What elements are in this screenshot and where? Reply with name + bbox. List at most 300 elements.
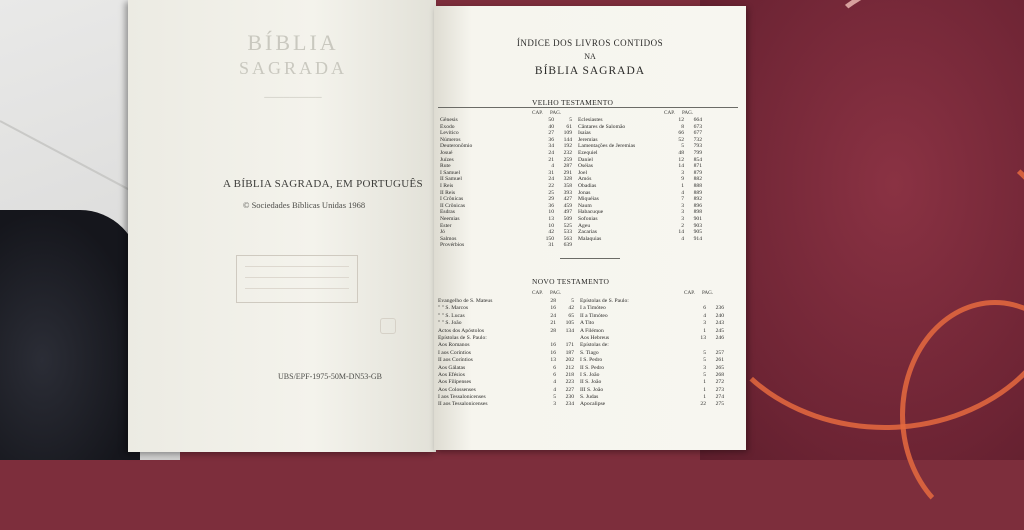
page-number: 898 [693,209,702,216]
page-number: 854 [693,156,702,163]
chapter-count: 1 [703,386,706,393]
book-name: II S. João [580,379,602,386]
book-entry [580,401,724,408]
book-entry [578,209,702,216]
book-name: I aos Coríntios [438,349,471,356]
book-name: " " S. João [438,320,462,327]
chapter-count: 2 [681,222,684,229]
chapter-count: 5 [703,357,706,364]
page-number: 240 [715,312,724,319]
chapter-count: 4 [551,163,554,170]
chapter-count: 10 [548,209,554,216]
page-number [706,298,724,305]
page-number: 905 [693,229,702,236]
chapter-count: 1 [681,182,684,189]
copyright-line: © Sociedades Bíblicas Unidas 1968 [243,200,366,210]
book-entry [438,372,574,379]
index-heading: ÍNDICE DOS LIVROS CONTIDOS [516,38,664,48]
page-number: 109 [563,130,572,137]
book-name: Isaías [578,130,591,137]
chapter-count: 9 [681,176,684,183]
print-code: UBS/EPF-1975-50M-DN53-GB [278,372,383,381]
book-entry [578,190,702,197]
book-entry [440,170,572,177]
page-number: 901 [693,215,702,222]
book-entry [580,313,724,320]
page-number: 525 [563,222,572,229]
book-name: Rute [440,163,451,170]
chapter-count [542,335,556,342]
book-entry [580,328,724,335]
index-heading-title: BÍBLIA SAGRADA [534,65,646,77]
book-name: I Samuel [440,169,461,176]
page-number: 212 [565,364,574,371]
col-cap-header: CAP. [532,110,543,116]
book-entry [438,365,574,372]
page-number: 533 [563,229,572,236]
book-name: Aos Efésios [438,371,465,378]
chapter-count: 52 [678,136,684,143]
book-name: II aos Coríntios [438,357,473,364]
chapter-count: 3 [703,364,706,371]
page-number: 42 [568,305,574,312]
book-name: II aos Tessalonicenses [438,401,488,408]
chapter-count: 3 [553,401,556,408]
page-number [556,335,574,342]
book-name: A Filémon [580,327,604,334]
index-heading-na: NA [584,52,596,61]
book-name: Levítico [440,130,459,137]
book-entry [580,365,724,372]
chapter-count: 14 [678,229,684,236]
chapter-count: 4 [703,312,706,319]
page-number: 5 [569,117,572,123]
chapter-count: 25 [548,189,554,196]
page-number: 673 [693,123,702,130]
page-number: 134 [565,327,574,334]
chapter-count: 21 [550,320,556,327]
book-name: Esdras [440,209,455,216]
imprint-title: A BÍBLIA SAGRADA, EM PORTUGUÊS [223,178,423,190]
chapter-count: 16 [550,342,556,349]
page-number: 888 [693,182,702,189]
col-cap-header: CAP. [532,290,543,296]
chapter-count: 8 [681,123,684,130]
page-number: 268 [715,371,724,378]
book-name: Obadias [578,182,597,189]
page-number: 871 [693,163,702,170]
book-entry [578,150,702,157]
page-number: 732 [693,136,702,143]
book-entry [440,137,572,144]
chapter-count: 4 [681,189,684,196]
book-entry [580,357,724,364]
chapter-count: 36 [548,136,554,143]
book-entry [578,203,702,210]
book-name: I a Timóteo [580,305,606,312]
page-number: 273 [715,386,724,393]
book-name: Êxodo [440,123,455,130]
page-number: 328 [563,176,572,183]
book-name: Oséias [578,163,593,170]
book-entry [440,163,572,170]
book-entry [580,342,724,349]
chapter-count: 66 [678,130,684,137]
page-number: 427 [563,196,572,203]
chapter-count: 4 [553,379,556,386]
col-cap-header: CAP. [684,290,695,296]
book-name: Aos Hebreus [580,334,610,341]
chapter-count: 22 [548,182,554,189]
book-name: Epístolas de S. Paulo: [580,298,629,304]
book-name: Epístolas de S. Paulo: [438,334,487,341]
page-number: 497 [563,209,572,216]
page-number: 889 [693,189,702,196]
chapter-count: 13 [700,334,706,341]
chapter-count: 24 [548,149,554,156]
chapter-count: 6 [553,364,556,371]
book-name: Deuteronômio [440,143,473,150]
page-number: 459 [563,202,572,209]
book-name: Amós [578,176,592,183]
show-through-text: SAGRADA [238,58,347,78]
chapter-count: 12 [678,156,684,163]
book-entry [438,387,574,394]
chapter-count: 14 [678,163,684,170]
book-entry [438,335,574,342]
chapter-count: 13 [548,215,554,222]
book-name: Joel [578,169,588,176]
page-number: 509 [563,215,572,222]
book-entry [578,137,702,144]
left-page [128,0,436,452]
book-entry [578,170,702,177]
book-name: A Tito [580,320,595,327]
page-number: 5 [571,298,574,304]
book-entry [440,143,572,150]
new-testament-title: NOVO TESTAMENTO [532,277,610,286]
book-name: Habacuque [578,209,604,216]
book-name: III S. João [580,386,604,393]
new-testament-list-right [580,298,724,409]
col-cap-header: CAP. [664,110,675,116]
book-name: Lamentações de Jeremias [578,143,636,150]
page-number: 257 [715,349,724,356]
page-number: 275 [715,401,724,408]
page-number: 230 [565,394,574,401]
show-through-text: ───────── [264,92,322,102]
book-name: Zacarias [578,229,597,236]
book-entry [580,320,724,327]
page-number: 261 [715,357,724,364]
book-name: Malaquias [578,235,602,242]
col-pag-header: PAG. [550,110,562,116]
book-entry [578,236,702,243]
book-entry [440,196,572,203]
page-number: 218 [565,371,574,378]
chapter-count: 31 [548,242,554,249]
chapter-count: 4 [681,235,684,242]
chapter-count: 36 [548,202,554,209]
book-name: I Crônicas [440,196,464,203]
chapter-count: 5 [703,371,706,378]
page-number: 234 [565,401,574,408]
book-name: Sofonias [578,215,598,222]
chapter-count: 31 [548,169,554,176]
book-entry [578,130,702,137]
book-name: Miquéias [578,196,599,203]
book-entry [580,394,724,401]
chapter-count: 1 [703,327,706,334]
book-entry [438,320,574,327]
chapter-count: 24 [548,176,554,183]
chapter-count: 28 [550,327,556,334]
book-entry [578,176,702,183]
book-name: Evangelho de S. Mateus [438,298,493,304]
book-name: " " S. Lucas [438,312,465,319]
book-entry [580,305,724,312]
book-entry [440,176,572,183]
book-entry [438,342,574,349]
book-entry [438,350,574,357]
book-entry [440,203,572,210]
book-name: Eclesiastes [578,117,603,123]
book-entry [578,196,702,203]
chapter-count: 6 [553,371,556,378]
book-entry [440,183,572,190]
index-page [434,6,746,450]
page-number: 563 [563,235,572,242]
book-entry [438,313,574,320]
book-name: I aos Tessalonicenses [438,394,486,401]
book-name: Ezequiel [578,149,598,156]
chapter-count [692,342,706,349]
page-number: 61 [566,123,572,130]
book-name: Actos dos Apóstolos [438,327,484,334]
book-name: S. Tiago [580,349,599,356]
book-entry [440,242,572,249]
book-entry [440,216,572,223]
col-pag-header: PAG. [702,290,714,296]
book-entry [440,209,572,216]
page-number: 246 [715,334,724,341]
page-number: 171 [565,342,574,349]
book-name: II Crônicas [440,202,466,209]
page-number: 291 [563,169,572,176]
page-number: 793 [693,143,702,150]
book-entry [580,379,724,386]
old-testament-title: VELHO TESTAMENTO [532,98,614,107]
chapter-count: 16 [550,349,556,356]
page-number: 274 [715,394,724,401]
chapter-count: 1 [703,394,706,401]
chapter-count: 42 [548,229,554,236]
page-number: 799 [693,149,702,156]
page-number: 287 [563,163,572,170]
page-number: 358 [563,182,572,189]
chapter-count: 3 [681,202,684,209]
page-number: 105 [565,320,574,327]
page-number: 914 [693,235,702,242]
show-through-text: BÍBLIA [247,30,339,55]
book-name: Josué [440,149,453,156]
chapter-count: 24 [550,312,556,319]
page-number: 664 [693,117,702,123]
book-entry [580,387,724,394]
page-number: 232 [563,149,572,156]
page-number: 903 [693,222,702,229]
chapter-count: 34 [548,143,554,150]
book-entry [580,350,724,357]
book-entry [438,305,574,312]
book-name: Aos Gálatas [438,364,466,371]
chapter-count: 48 [678,149,684,156]
book-name: Daniel [578,156,593,163]
chapter-count: 3 [681,169,684,176]
book-name: Naum [578,202,592,209]
book-name: I S. Pedro [580,357,603,364]
book-name: Ester [440,222,452,229]
book-name: II a Timóteo [580,312,608,319]
book-name: II Reis [440,189,456,196]
book-entry [578,229,702,236]
book-name: Provérbios [440,242,465,249]
chapter-count: 6 [703,305,706,312]
book-entry [440,150,572,157]
book-name: Jonas [578,189,591,196]
book-entry [440,157,572,164]
book-entry [440,236,572,243]
page-number: 393 [563,189,572,196]
book-name: Neemias [440,215,460,222]
book-entry [440,223,572,230]
chapter-count: 3 [681,209,684,216]
page-number: 896 [693,202,702,209]
book-entry [578,163,702,170]
book-name: II S. Pedro [580,364,605,371]
book-entry [580,372,724,379]
col-pag-header: PAG. [550,290,562,296]
chapter-count: 29 [548,196,554,203]
book-name: Juízes [440,156,454,163]
chapter-count: 1 [703,379,706,386]
book-name: Salmos [440,235,457,242]
page-number: 223 [565,379,574,386]
chapter-count: 12 [678,117,684,123]
book-entry [438,328,574,335]
book-entry [440,130,572,137]
page-number: 202 [565,357,574,364]
page-number: 882 [693,176,702,183]
page-number: 144 [563,136,572,143]
book-entry [578,117,702,124]
page-number: 245 [715,327,724,334]
page-number: 677 [693,130,702,137]
book-name: I S. João [580,371,600,378]
section-rule [438,107,738,108]
faded-emblem [380,318,396,334]
old-testament-list-left [440,117,572,249]
chapter-count: 27 [548,130,554,137]
book-name: I Reis [440,182,454,189]
page-number: 227 [565,386,574,393]
book-entry [578,143,702,150]
page-number: 259 [563,156,572,163]
dark-fabric [0,210,140,460]
book-name: Gênesis [440,117,458,123]
book-entry [438,357,574,364]
page-number: 265 [715,364,724,371]
book-entry [440,124,572,131]
book-name: " " S. Marcos [438,305,469,312]
page-number: 272 [715,379,724,386]
book-name: Jó [440,229,445,236]
book-name: Jeremias [578,136,598,143]
book-name: Cântares de Salomão [578,123,626,130]
chapter-count: 40 [548,123,554,130]
book-entry [438,394,574,401]
chapter-count: 5 [553,394,556,401]
chapter-count: 21 [548,156,554,163]
chapter-count: 7 [681,196,684,203]
chapter-count: 50 [548,117,554,123]
page-number [706,342,724,349]
chapter-count: 16 [550,305,556,312]
chapter-count: 5 [681,143,684,150]
chapter-count: 13 [550,357,556,364]
old-testament-list-right [578,117,702,242]
book-name: S. Judas [580,394,599,401]
chapter-count: 150 [545,235,554,242]
book-name: II Samuel [440,176,462,183]
book-name: Ageu [578,222,591,229]
book-entry [580,298,724,305]
page-number: 879 [693,169,702,176]
col-pag-header: PAG. [682,110,694,116]
book-entry [438,401,574,408]
book-entry [440,117,572,124]
book-name: Epístolas de: [580,342,609,349]
book-name: Aos Filipenses [438,379,472,386]
book-entry [438,298,574,305]
chapter-count: 3 [703,320,706,327]
book-name: Números [440,136,461,143]
chapter-count: 3 [681,215,684,222]
chapter-count: 4 [553,386,556,393]
book-entry [440,190,572,197]
chapter-count: 28 [550,298,556,304]
page-number: 243 [715,320,724,327]
book-entry [578,216,702,223]
page-number: 192 [563,143,572,150]
book-entry [578,157,702,164]
new-testament-list-left [438,298,574,409]
page-number: 65 [568,312,574,319]
book-name: Aos Colossenses [438,386,476,393]
chapter-count [692,298,706,305]
chapter-count: 10 [548,222,554,229]
page-number: 236 [715,305,724,312]
book-entry [438,379,574,386]
book-entry [578,124,702,131]
divider [560,258,620,259]
book-name: Aos Romanos [438,342,470,349]
page-number: 892 [693,196,702,203]
book-entry [440,229,572,236]
faded-stamp [236,255,358,303]
page-number: 639 [563,242,572,249]
book-entry [578,223,702,230]
